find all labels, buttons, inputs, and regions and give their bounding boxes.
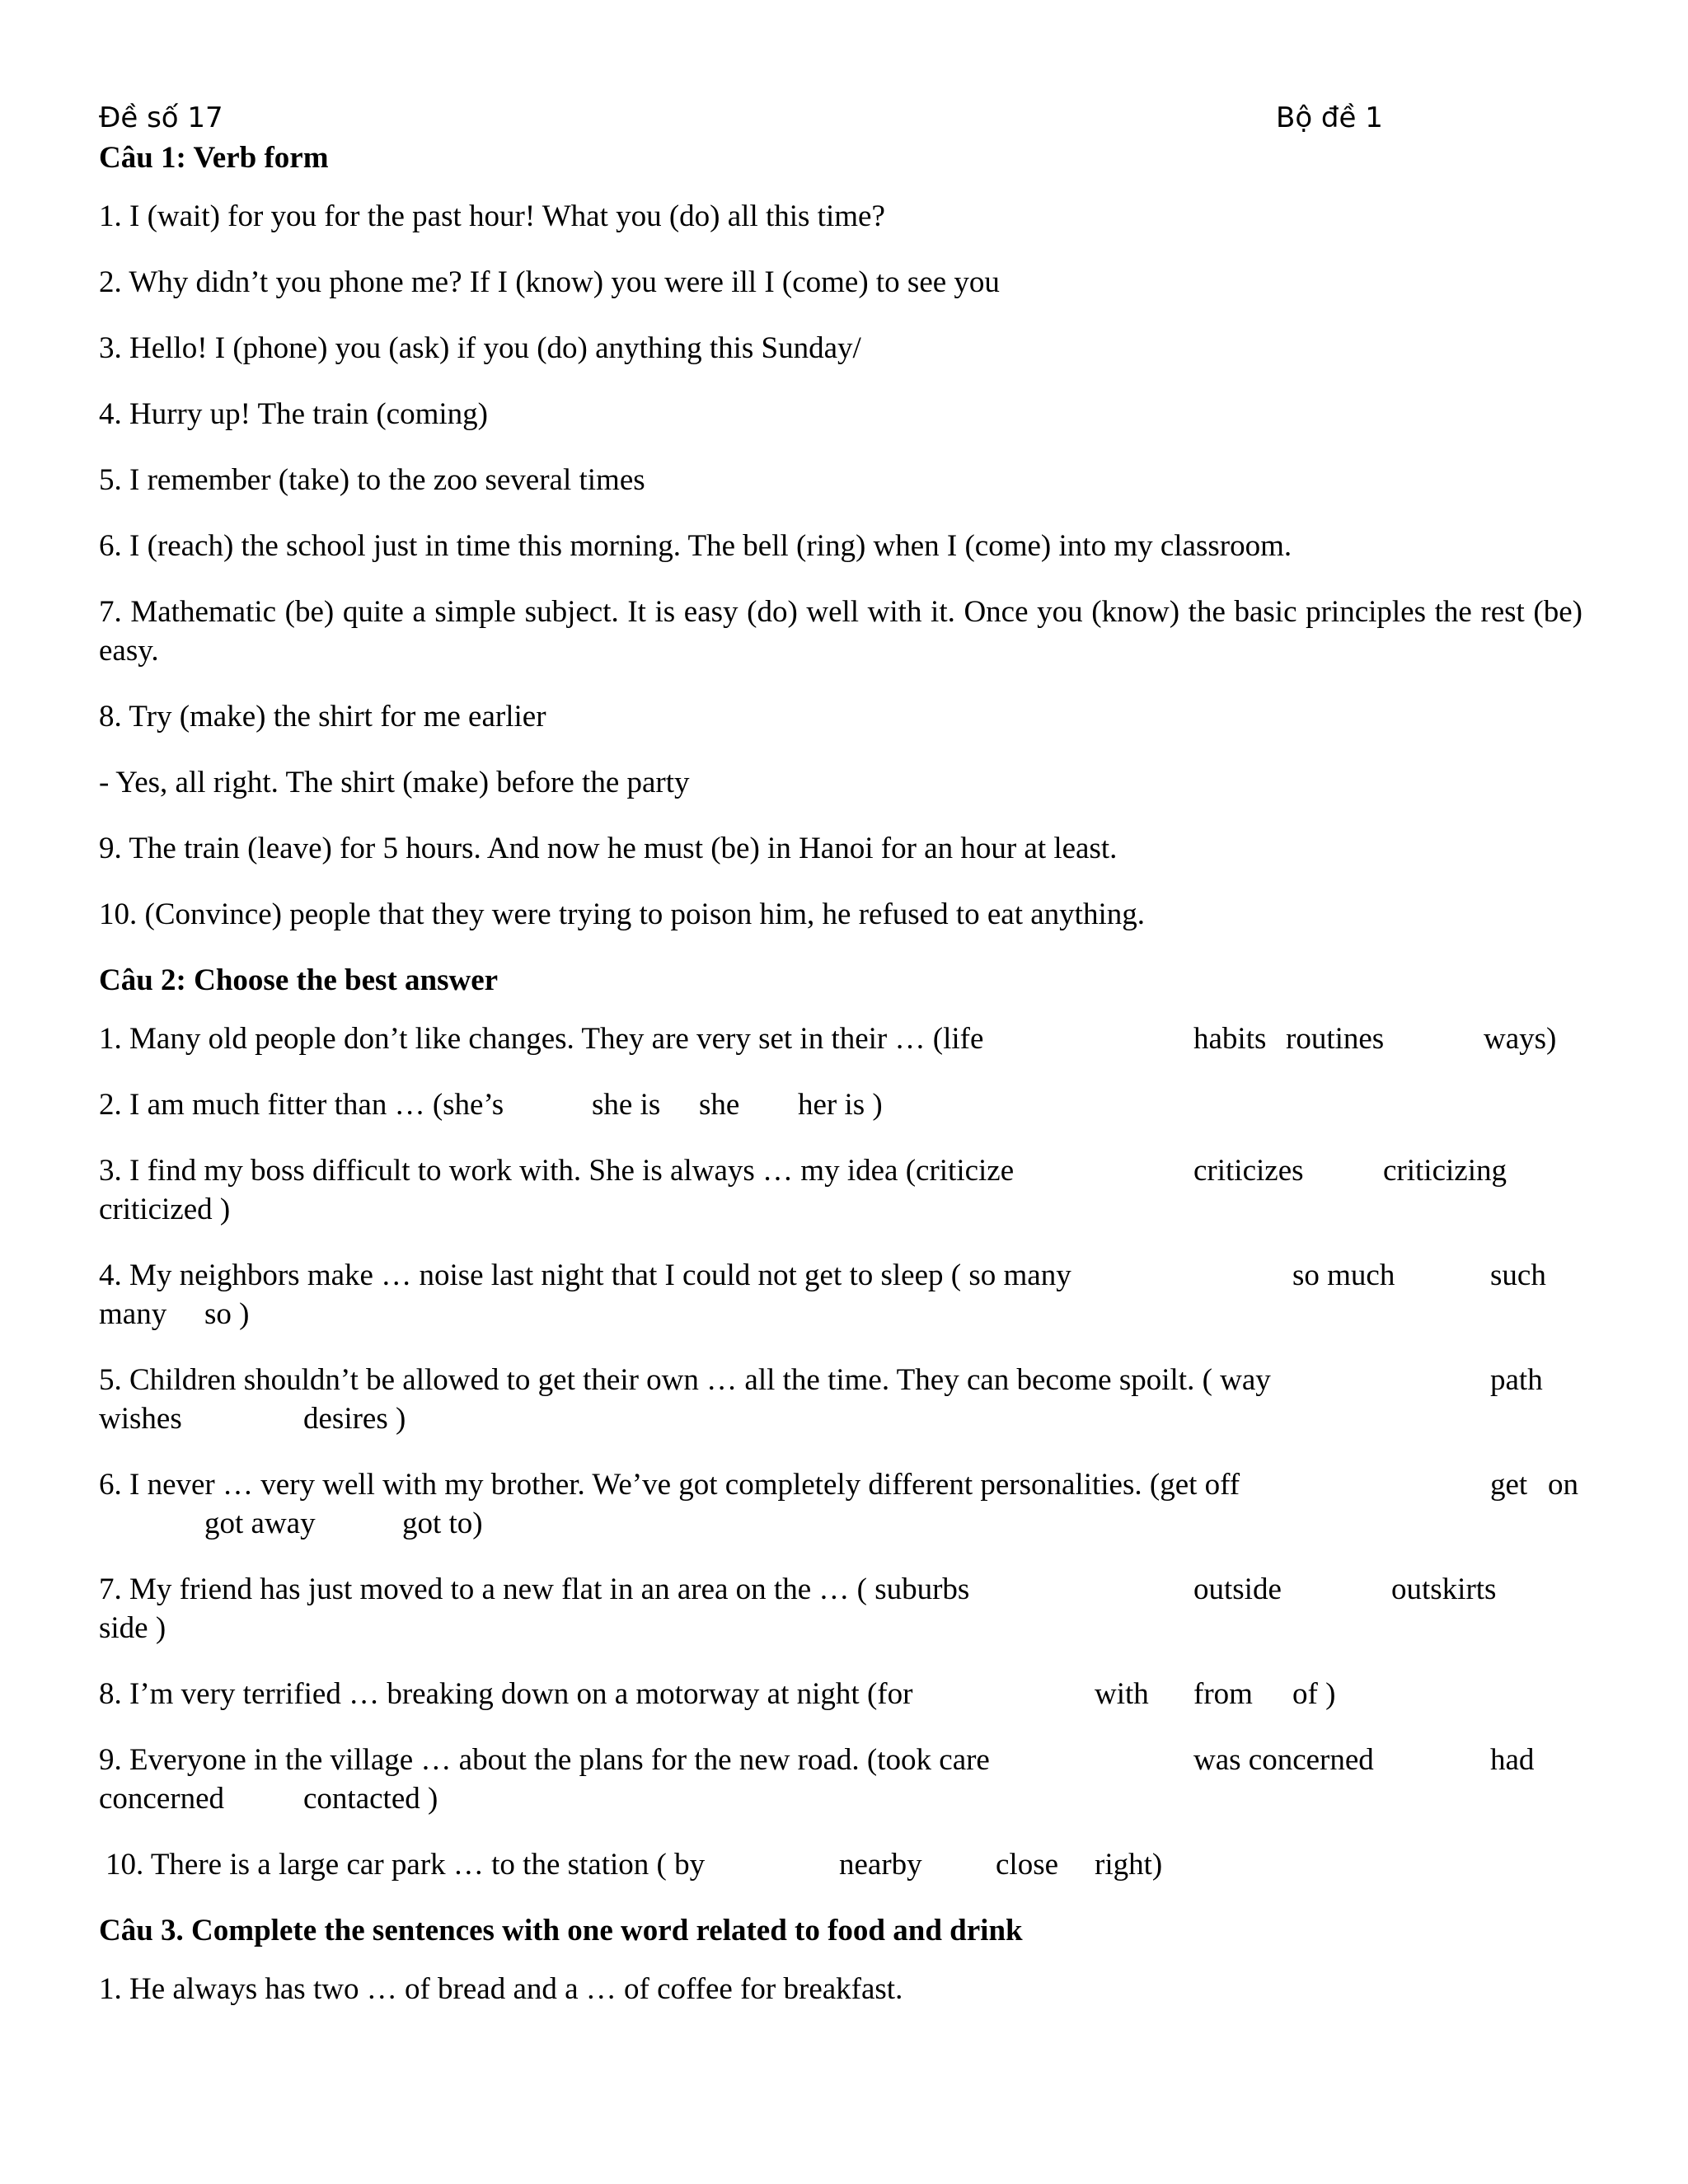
question-stem: 5. Children shouldn’t be allowed to get their own … all the time. They can become spoilt. ( way [99, 1363, 1271, 1397]
question-stem: 9. Everyone in the village … about the plans for the new road. (took care [99, 1743, 990, 1777]
option: get [1490, 1468, 1528, 1502]
option: criticized ) [99, 1193, 231, 1226]
s1-item-8-reply: - Yes, all right. The shirt (make) before the party [99, 766, 690, 799]
option: outside [1193, 1572, 1282, 1606]
s2-question-3 [99, 1151, 1582, 1229]
s1-item-9: 9. The train (leave) for 5 hours. And now he must (be) in Hanoi for an hour at least. [99, 832, 1118, 865]
s2-question-1 [99, 1019, 1582, 1058]
s1-item-3: 3. Hello! I (phone) you (ask) if you (do) anything this Sunday/ [99, 331, 861, 365]
option: so much [1292, 1258, 1395, 1292]
section2-title: Câu 2: Choose the best answer [99, 963, 499, 997]
option: outskirts [1391, 1572, 1497, 1606]
option: with [1095, 1677, 1149, 1711]
question-stem: 6. I never … very well with my brother. We’ve got completely different personalities. (get off [99, 1468, 1240, 1502]
option: was concerned [1193, 1743, 1374, 1777]
option: such [1490, 1258, 1546, 1292]
s2-question-8 [99, 1675, 1582, 1713]
question-stem: 2. I am much fitter than … (she’s [99, 1088, 504, 1122]
s1-item-10: 10. (Convince) people that they were trying to poison him, he refused to eat anything. [99, 898, 1145, 931]
option: close [996, 1848, 1059, 1882]
s1-item-7: 7. Mathematic (be) quite a simple subject. It is easy (do) well with it. Once you (know) the basic principles the rest (be) easy. [99, 595, 1582, 668]
s2-question-6 [99, 1465, 1582, 1543]
s2-question-10 [99, 1845, 1582, 1884]
s3-item-1: 1. He always has two … of bread and a … of coffee for breakfast. [99, 1972, 903, 2006]
option: ways) [1484, 1022, 1557, 1056]
option: from [1193, 1677, 1253, 1711]
section3-title: Câu 3. Complete the sentences with one word related to food and drink [99, 1914, 1023, 1947]
s2-question-2 [99, 1085, 1582, 1124]
s2-question-7 [99, 1570, 1582, 1647]
s1-item-2: 2. Why didn’t you phone me? If I (know) you were ill I (come) to see you [99, 265, 1000, 299]
s1-item-6: 6. I (reach) the school just in time this morning. The bell (ring) when I (come) into my classroom. [99, 529, 1292, 563]
section1-title: Câu 1: Verb form [99, 141, 329, 175]
document-header [99, 97, 1582, 138]
option: right) [1095, 1848, 1163, 1882]
question-stem: 1. Many old people don’t like changes. They are very set in their … (life [99, 1022, 984, 1056]
option: had [1490, 1743, 1535, 1777]
s1-item-8: 8. Try (make) the shirt for me earlier [99, 700, 546, 733]
s1-item-5: 5. I remember (take) to the zoo several times [99, 463, 645, 497]
question-stem: 4. My neighbors make … noise last night that I could not get to sleep ( so many [99, 1258, 1071, 1292]
option: on [1548, 1468, 1578, 1502]
option: habits [1193, 1022, 1267, 1056]
option: so ) [204, 1297, 250, 1331]
question-stem: 3. I find my boss difficult to work with. She is always … my idea (criticize [99, 1154, 1015, 1188]
option: routines [1286, 1022, 1385, 1056]
option: many [99, 1297, 167, 1331]
question-stem: 8. I’m very terrified … breaking down on a motorway at night (for [99, 1677, 913, 1711]
exam-number: Đề số 17 [99, 101, 223, 134]
s1-item-4: 4. Hurry up! The train (coming) [99, 397, 488, 431]
s2-question-5 [99, 1361, 1582, 1438]
option: she [699, 1088, 740, 1122]
option: got to) [402, 1507, 483, 1540]
option: her is ) [798, 1088, 883, 1122]
question-stem: 10. There is a large car park … to the station ( by [106, 1848, 706, 1882]
option: criticizing [1383, 1154, 1507, 1188]
exam-set: Bộ đề 1 [1276, 101, 1383, 134]
option: nearby [839, 1848, 922, 1882]
option: got away [204, 1507, 316, 1540]
question-stem: 7. My friend has just moved to a new flat in an area on the … ( suburbs [99, 1572, 970, 1606]
option: contacted ) [303, 1782, 438, 1816]
option: wishes [99, 1402, 182, 1436]
option: desires ) [303, 1402, 406, 1436]
s1-item-1: 1. I (wait) for you for the past hour! What you (do) all this time? [99, 199, 885, 233]
option: concerned [99, 1782, 225, 1816]
option: criticizes [1193, 1154, 1304, 1188]
s2-question-9 [99, 1741, 1582, 1818]
option: side ) [99, 1611, 166, 1645]
s2-question-4 [99, 1256, 1582, 1333]
option: she is [592, 1088, 661, 1122]
option: of ) [1292, 1677, 1336, 1711]
exam-content [99, 97, 1582, 2008]
option: path [1490, 1363, 1543, 1397]
